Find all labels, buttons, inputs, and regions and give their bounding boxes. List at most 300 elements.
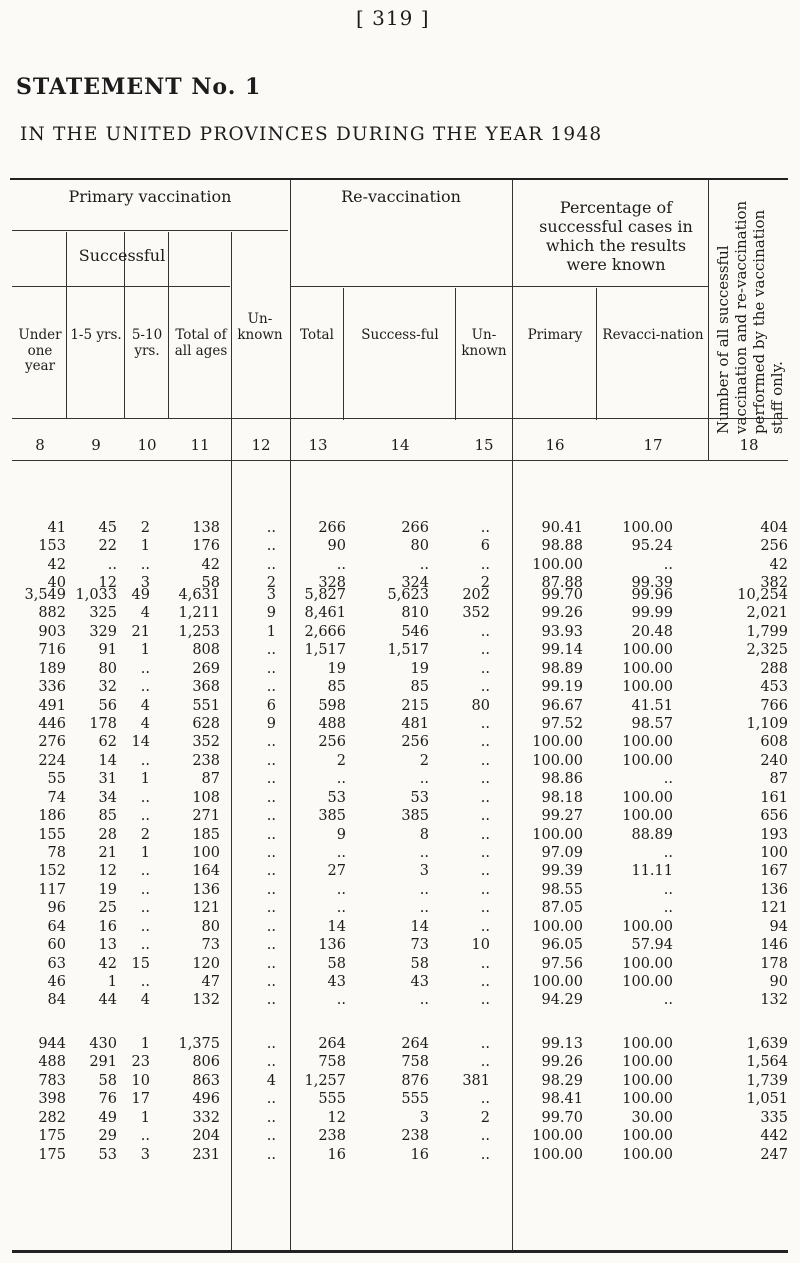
cell-primary-unknown: .. (266, 771, 276, 788)
column-number: 11 (190, 436, 210, 454)
cell-pct-revaccination: 30.00 (631, 1109, 673, 1126)
cell-pct-primary: 96.05 (541, 937, 583, 954)
table-row (0, 677, 800, 697)
cell-pct-primary: 98.18 (541, 789, 583, 806)
cell-pct-revaccination: 11.11 (631, 863, 673, 880)
cell-revacc-unknown: .. (480, 900, 490, 917)
cell-total-all-ages: 73 (201, 937, 220, 954)
cell-primary-unknown: .. (266, 556, 276, 573)
cell-revacc-successful: 85 (410, 679, 429, 696)
cell-age-5-10: 2 (140, 826, 150, 843)
cell-age-5-10: 3 (140, 1146, 150, 1163)
cell-age-5-10: 4 (140, 605, 150, 622)
cell-pct-revaccination: 99.39 (631, 575, 673, 592)
cell-number-successful: 240 (760, 752, 788, 769)
cell-number-successful: 2,325 (746, 642, 788, 659)
cell-revacc-total: 1,257 (304, 1072, 346, 1089)
cell-pct-primary: 96.67 (541, 697, 583, 714)
cell-age-1-5: 31 (98, 771, 117, 788)
cell-age-5-10: 21 (131, 623, 150, 640)
cell-revacc-successful: 14 (410, 918, 429, 935)
cell-revacc-total: 16 (327, 1146, 346, 1163)
cell-age-1-5: 16 (98, 918, 117, 935)
table-row (0, 659, 800, 679)
cell-total-all-ages: 808 (192, 642, 220, 659)
cell-revacc-total: 90 (327, 538, 346, 555)
cell-revacc-total: 758 (318, 1054, 346, 1071)
cell-revacc-total: .. (336, 556, 346, 573)
cell-pct-primary: 98.89 (541, 660, 583, 677)
cell-under-one-year: 63 (47, 955, 66, 972)
cell-age-1-5: 34 (98, 789, 117, 806)
cell-revacc-successful: 16 (410, 1146, 429, 1163)
cell-age-1-5: 1,033 (75, 587, 117, 603)
table-row (0, 972, 800, 992)
cell-revacc-total: .. (336, 900, 346, 917)
header-re-vaccination: Re-vaccination (341, 187, 461, 206)
cell-age-5-10: 1 (140, 771, 150, 788)
cell-pct-revaccination: 99.99 (631, 605, 673, 622)
cell-revacc-unknown: .. (480, 863, 490, 880)
cell-revacc-total: 85 (327, 679, 346, 696)
cell-pct-primary: 100.00 (532, 734, 583, 751)
cell-revacc-successful: 73 (410, 937, 429, 954)
table-row (0, 1071, 800, 1091)
cell-primary-unknown: 4 (266, 1072, 276, 1089)
cell-total-all-ages: 271 (192, 808, 220, 825)
column-number: 18 (739, 436, 759, 454)
cell-number-successful: 10,254 (737, 587, 788, 603)
cell-age-5-10: .. (140, 789, 150, 806)
cell-total-all-ages: 120 (192, 955, 220, 972)
cell-primary-unknown: .. (266, 808, 276, 825)
cell-revacc-unknown: 381 (462, 1072, 490, 1089)
cell-primary-unknown: 6 (266, 697, 276, 714)
cell-pct-revaccination: 100.00 (622, 808, 673, 825)
cell-total-all-ages: 204 (192, 1128, 220, 1145)
cell-revacc-successful: 238 (401, 1128, 429, 1145)
cell-revacc-total: 8,461 (304, 605, 346, 622)
cell-revacc-unknown: .. (480, 752, 490, 769)
cell-revacc-unknown: .. (480, 918, 490, 935)
cell-age-1-5: 80 (98, 660, 117, 677)
cell-pct-revaccination: 88.89 (631, 826, 673, 843)
cell-age-1-5: 56 (98, 697, 117, 714)
cell-total-all-ages: 185 (192, 826, 220, 843)
cell-total-all-ages: 231 (192, 1146, 220, 1163)
cell-number-successful: 1,051 (746, 1091, 788, 1108)
cell-age-1-5: 325 (89, 605, 117, 622)
cell-revacc-total: 2,666 (304, 623, 346, 640)
cell-revacc-total: 488 (318, 716, 346, 732)
cell-number-successful: 94 (769, 918, 788, 935)
cell-number-successful: 288 (760, 660, 788, 677)
cell-age-1-5: 12 (98, 575, 117, 592)
statement-title: STATEMENT No. 1 (16, 74, 262, 100)
cell-under-one-year: 491 (38, 697, 66, 714)
table-row (0, 1089, 800, 1109)
table-row (0, 806, 800, 826)
cell-age-5-10: .. (140, 660, 150, 677)
header-number-of-successful: Number of all successful vaccination and re-vaccination performed by the vaccination staff only. (714, 200, 786, 434)
cell-number-successful: 256 (760, 538, 788, 555)
cell-revacc-total: 14 (327, 918, 346, 935)
cell-primary-unknown: 1 (266, 623, 276, 640)
cell-total-all-ages: 47 (201, 974, 220, 991)
cell-age-5-10: .. (140, 1128, 150, 1145)
cell-pct-primary: 94.29 (541, 992, 583, 1009)
header-revacc-unknown: Un-known (461, 327, 507, 359)
cell-number-successful: 167 (760, 863, 788, 880)
cell-under-one-year: 64 (47, 918, 66, 935)
cell-primary-unknown: .. (266, 1036, 276, 1052)
statement-subtitle: IN THE UNITED PROVINCES DURING THE YEAR 1948 (20, 124, 603, 145)
cell-pct-primary: 98.88 (541, 538, 583, 555)
cell-age-1-5: 45 (98, 520, 117, 536)
cell-pct-revaccination: 100.00 (622, 1036, 673, 1052)
cell-pct-primary: 98.86 (541, 771, 583, 788)
cell-age-5-10: .. (140, 918, 150, 935)
cell-number-successful: 442 (760, 1128, 788, 1145)
cell-revacc-successful: 264 (401, 1036, 429, 1052)
cell-under-one-year: 336 (38, 679, 66, 696)
cell-revacc-successful: .. (419, 900, 429, 917)
cell-primary-unknown: 9 (266, 605, 276, 622)
cell-revacc-successful: 266 (401, 520, 429, 536)
cell-number-successful: 87 (769, 771, 788, 788)
cell-revacc-unknown: .. (480, 992, 490, 1009)
column-number: 13 (308, 436, 328, 454)
cell-number-successful: 178 (760, 955, 788, 972)
table-row (0, 696, 800, 716)
cell-number-successful: 656 (760, 808, 788, 825)
cell-revacc-unknown: .. (480, 974, 490, 991)
cell-under-one-year: 60 (47, 937, 66, 954)
table-row (0, 954, 800, 974)
cell-revacc-total: 27 (327, 863, 346, 880)
cell-pct-primary: 100.00 (532, 556, 583, 573)
cell-under-one-year: 398 (38, 1091, 66, 1108)
table-row (0, 935, 800, 955)
cell-age-1-5: 291 (89, 1054, 117, 1071)
cell-age-5-10: .. (140, 863, 150, 880)
column-number: 9 (91, 436, 101, 454)
cell-under-one-year: 74 (47, 789, 66, 806)
cell-pct-primary: 97.52 (541, 716, 583, 732)
cell-primary-unknown: .. (266, 752, 276, 769)
cell-primary-unknown: .. (266, 826, 276, 843)
cell-pct-primary: 99.70 (541, 587, 583, 603)
cell-age-1-5: 42 (98, 955, 117, 972)
cell-number-successful: 1,639 (746, 1036, 788, 1052)
cell-under-one-year: 55 (47, 771, 66, 788)
cell-pct-revaccination: 100.00 (622, 1128, 673, 1145)
cell-age-1-5: 53 (98, 1146, 117, 1163)
cell-number-successful: 121 (760, 900, 788, 917)
cell-under-one-year: 224 (38, 752, 66, 769)
table-row (0, 825, 800, 845)
cell-under-one-year: 903 (38, 623, 66, 640)
table-row (0, 585, 800, 605)
cell-pct-primary: 98.41 (541, 1091, 583, 1108)
cell-revacc-total: 385 (318, 808, 346, 825)
cell-revacc-total: 266 (318, 520, 346, 536)
cell-pct-revaccination: 100.00 (622, 974, 673, 991)
cell-revacc-successful: 80 (410, 538, 429, 555)
cell-age-1-5: 29 (98, 1128, 117, 1145)
cell-under-one-year: 152 (38, 863, 66, 880)
cell-revacc-unknown: .. (480, 1146, 490, 1163)
cell-revacc-successful: 1,517 (387, 642, 429, 659)
cell-total-all-ages: 87 (201, 771, 220, 788)
cell-total-all-ages: 58 (201, 575, 220, 592)
cell-primary-unknown: .. (266, 734, 276, 751)
column-divider (596, 288, 597, 420)
cell-revacc-successful: .. (419, 992, 429, 1009)
table-row (0, 843, 800, 863)
cell-age-1-5: 44 (98, 992, 117, 1009)
cell-age-1-5: 91 (98, 642, 117, 659)
cell-revacc-total: 53 (327, 789, 346, 806)
cell-age-1-5: 21 (98, 845, 117, 862)
cell-revacc-unknown: .. (480, 845, 490, 862)
cell-revacc-successful: 256 (401, 734, 429, 751)
cell-total-all-ages: 1,211 (178, 605, 220, 622)
cell-pct-revaccination: 41.51 (631, 697, 673, 714)
cell-age-5-10: 10 (131, 1072, 150, 1089)
cell-primary-unknown: .. (266, 1128, 276, 1145)
cell-primary-unknown: .. (266, 900, 276, 917)
cell-number-successful: 42 (769, 556, 788, 573)
cell-under-one-year: 488 (38, 1054, 66, 1071)
cell-revacc-total: .. (336, 881, 346, 898)
cell-revacc-unknown: .. (480, 1091, 490, 1108)
cell-revacc-unknown: .. (480, 881, 490, 898)
column-number: 14 (390, 436, 410, 454)
cell-age-1-5: 178 (89, 716, 117, 732)
cell-pct-revaccination: 100.00 (622, 734, 673, 751)
table-row (0, 603, 800, 623)
cell-pct-revaccination: 100.00 (622, 1146, 673, 1163)
cell-pct-revaccination: .. (663, 881, 673, 898)
cell-age-1-5: 76 (98, 1091, 117, 1108)
cell-revacc-successful: .. (419, 881, 429, 898)
top-rule (10, 178, 788, 180)
cell-under-one-year: 882 (38, 605, 66, 622)
cell-revacc-total: 256 (318, 734, 346, 751)
cell-pct-primary: 99.14 (541, 642, 583, 659)
cell-revacc-total: 598 (318, 697, 346, 714)
cell-revacc-total: .. (336, 992, 346, 1009)
cell-age-5-10: 15 (131, 955, 150, 972)
cell-revacc-successful: 5,623 (387, 587, 429, 603)
header-primary-vaccination: Primary vaccination (68, 187, 232, 206)
cell-age-1-5: 58 (98, 1072, 117, 1089)
cell-revacc-successful: 3 (419, 863, 429, 880)
cell-age-1-5: 62 (98, 734, 117, 751)
column-number: 12 (251, 436, 271, 454)
cell-revacc-total: 136 (318, 937, 346, 954)
cell-age-5-10: .. (140, 937, 150, 954)
column-divider (343, 288, 344, 420)
cell-pct-primary: 87.88 (541, 575, 583, 592)
cell-revacc-successful: 53 (410, 789, 429, 806)
cell-under-one-year: 42 (47, 556, 66, 573)
cell-pct-primary: 99.26 (541, 605, 583, 622)
cell-revacc-unknown: 202 (462, 587, 490, 603)
cell-under-one-year: 46 (47, 974, 66, 991)
cell-under-one-year: 40 (47, 575, 66, 592)
cell-pct-revaccination: 20.48 (631, 623, 673, 640)
cell-total-all-ages: 863 (192, 1072, 220, 1089)
table-row (0, 898, 800, 918)
cell-age-1-5: 14 (98, 752, 117, 769)
cell-age-5-10: .. (140, 881, 150, 898)
cell-total-all-ages: 42 (201, 556, 220, 573)
table-row (0, 861, 800, 881)
cell-age-5-10: .. (140, 679, 150, 696)
cell-pct-revaccination: 100.00 (622, 1072, 673, 1089)
cell-revacc-successful: 324 (401, 575, 429, 592)
cell-number-successful: 453 (760, 679, 788, 696)
cell-primary-unknown: .. (266, 660, 276, 677)
header-pct-primary: Primary (527, 327, 583, 343)
page-number: [ 319 ] (356, 6, 430, 30)
cell-primary-unknown: .. (266, 992, 276, 1009)
cell-primary-unknown: .. (266, 845, 276, 862)
cell-number-successful: 404 (760, 520, 788, 536)
cell-revacc-unknown: .. (480, 716, 490, 732)
cell-pct-primary: 98.29 (541, 1072, 583, 1089)
cell-pct-primary: 100.00 (532, 1146, 583, 1163)
table-row (0, 1034, 800, 1054)
column-number: 15 (474, 436, 494, 454)
cell-number-successful: 1,739 (746, 1072, 788, 1089)
cell-number-successful: 100 (760, 845, 788, 862)
cell-pct-primary: 99.27 (541, 808, 583, 825)
cell-total-all-ages: 551 (192, 697, 220, 714)
cell-total-all-ages: 80 (201, 918, 220, 935)
cell-revacc-successful: 3 (419, 1109, 429, 1126)
cell-pct-primary: 99.19 (541, 679, 583, 696)
cell-total-all-ages: 806 (192, 1054, 220, 1071)
cell-revacc-unknown: .. (480, 623, 490, 640)
cell-revacc-successful: 546 (401, 623, 429, 640)
cell-pct-revaccination: 100.00 (622, 789, 673, 806)
header-divider (12, 286, 230, 287)
table-row (0, 518, 800, 538)
table-row (0, 714, 800, 734)
cell-age-1-5: 22 (98, 538, 117, 555)
cell-age-1-5: 19 (98, 881, 117, 898)
cell-number-successful: 335 (760, 1109, 788, 1126)
cell-pct-revaccination: 100.00 (622, 660, 673, 677)
cell-under-one-year: 96 (47, 900, 66, 917)
cell-total-all-ages: 4,631 (178, 587, 220, 603)
cell-revacc-total: 19 (327, 660, 346, 677)
cell-revacc-successful: 58 (410, 955, 429, 972)
cell-total-all-ages: 628 (192, 716, 220, 732)
cell-revacc-unknown: .. (480, 642, 490, 659)
cell-age-1-5: 49 (98, 1109, 117, 1126)
cell-number-successful: 136 (760, 881, 788, 898)
cell-revacc-unknown: 6 (480, 538, 490, 555)
cell-age-5-10: 1 (140, 845, 150, 862)
cell-pct-revaccination: .. (663, 556, 673, 573)
cell-revacc-total: 2 (336, 752, 346, 769)
cell-total-all-ages: 238 (192, 752, 220, 769)
cell-revacc-total: 12 (327, 1109, 346, 1126)
cell-pct-revaccination: .. (663, 771, 673, 788)
cell-age-5-10: 1 (140, 1036, 150, 1052)
cell-revacc-successful: 481 (401, 716, 429, 732)
table-row (0, 1145, 800, 1165)
cell-revacc-unknown: .. (480, 1036, 490, 1052)
cell-age-1-5: .. (107, 556, 117, 573)
cell-pct-primary: 100.00 (532, 918, 583, 935)
cell-under-one-year: 282 (38, 1109, 66, 1126)
cell-under-one-year: 41 (47, 520, 66, 536)
header-1-5-years: 1-5 yrs. (70, 327, 122, 343)
cell-revacc-unknown: .. (480, 771, 490, 788)
header-pct-revaccination: Revacci-nation (602, 327, 704, 343)
cell-total-all-ages: 269 (192, 660, 220, 677)
cell-primary-unknown: .. (266, 1091, 276, 1108)
cell-revacc-total: 9 (336, 826, 346, 843)
cell-total-all-ages: 132 (192, 992, 220, 1009)
cell-age-5-10: 1 (140, 642, 150, 659)
cell-age-1-5: 32 (98, 679, 117, 696)
cell-age-1-5: 1 (107, 974, 117, 991)
bottom-rule (12, 1250, 788, 1253)
cell-age-1-5: 85 (98, 808, 117, 825)
cell-under-one-year: 716 (38, 642, 66, 659)
cell-age-5-10: 1 (140, 1109, 150, 1126)
cell-revacc-total: .. (336, 845, 346, 862)
cell-primary-unknown: .. (266, 1146, 276, 1163)
cell-revacc-successful: .. (419, 771, 429, 788)
cell-under-one-year: 153 (38, 538, 66, 555)
cell-age-5-10: .. (140, 900, 150, 917)
cell-pct-revaccination: 100.00 (622, 1054, 673, 1071)
cell-revacc-unknown: .. (480, 1128, 490, 1145)
header-revacc-total: Total (300, 327, 334, 343)
cell-number-successful: 90 (769, 974, 788, 991)
table-row (0, 622, 800, 642)
cell-primary-unknown: .. (266, 520, 276, 536)
cell-age-1-5: 329 (89, 623, 117, 640)
table-row (0, 640, 800, 660)
cell-under-one-year: 783 (38, 1072, 66, 1089)
cell-revacc-total: 264 (318, 1036, 346, 1052)
header-total-all-ages: Total of all ages (174, 327, 228, 359)
cell-primary-unknown: 9 (266, 716, 276, 732)
column-number: 17 (643, 436, 663, 454)
cell-under-one-year: 84 (47, 992, 66, 1009)
cell-pct-revaccination: 100.00 (622, 679, 673, 696)
cell-revacc-unknown: .. (480, 520, 490, 536)
cell-age-1-5: 13 (98, 937, 117, 954)
cell-age-5-10: 1 (140, 538, 150, 555)
cell-primary-unknown: .. (266, 1054, 276, 1071)
cell-under-one-year: 117 (38, 881, 66, 898)
cell-revacc-successful: 876 (401, 1072, 429, 1089)
cell-revacc-total: 5,827 (304, 587, 346, 603)
table-row (0, 1108, 800, 1128)
cell-under-one-year: 446 (38, 716, 66, 732)
cell-under-one-year: 78 (47, 845, 66, 862)
cell-pct-primary: 99.39 (541, 863, 583, 880)
